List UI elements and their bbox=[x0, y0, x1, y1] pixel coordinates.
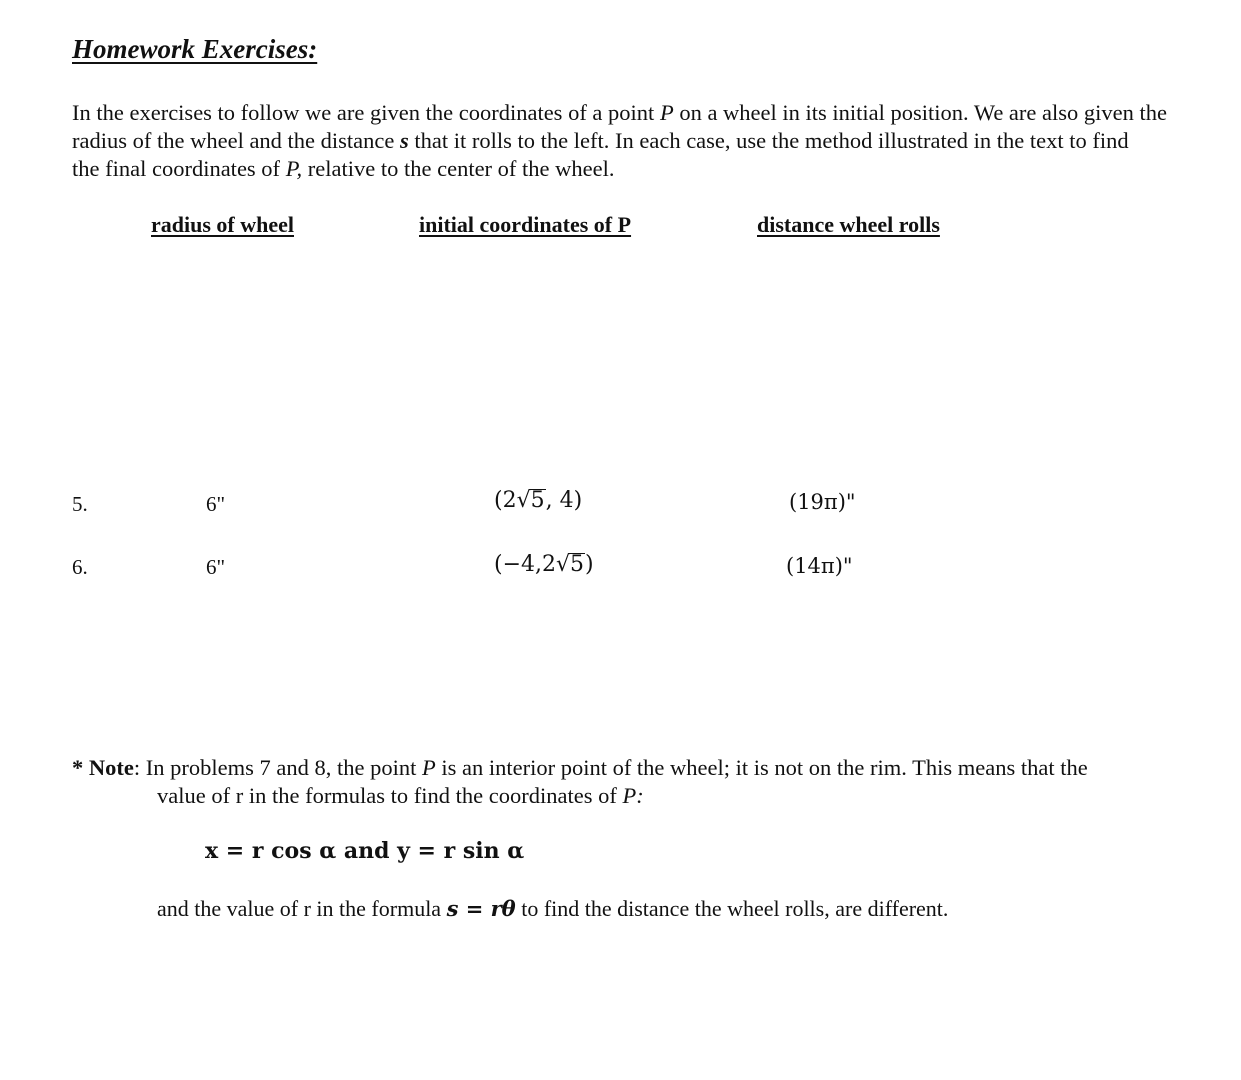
exercise-number: 5. bbox=[72, 492, 88, 516]
note-star: * bbox=[72, 755, 89, 780]
intro-line-2 bbox=[72, 127, 1129, 155]
intro-text: on a wheel in its initial position. We are also given the bbox=[673, 100, 1167, 125]
intro-line-3 bbox=[72, 155, 615, 183]
radius-value: 6" bbox=[206, 555, 226, 579]
note-text: value of r in the formulas to find the coordinates of bbox=[157, 783, 623, 808]
coordinate-formula: x = r cos α and y = r sin α bbox=[205, 838, 525, 864]
initial-coordinates: (2√5, 4) bbox=[494, 488, 583, 513]
intro-var-p: P bbox=[659, 100, 674, 125]
note-line-1 bbox=[72, 755, 1088, 781]
coord-part: ) bbox=[585, 552, 594, 577]
note-text: In problems 7 and 8, the point bbox=[140, 755, 422, 780]
column-header-radius: radius of wheel bbox=[151, 212, 294, 237]
intro-text: relative to the center of the wheel. bbox=[302, 156, 615, 181]
distance-formula: s = rθ bbox=[446, 896, 516, 921]
intro-text: radius of the wheel and the distance bbox=[72, 128, 401, 153]
distance-value: (19π)" bbox=[789, 490, 856, 514]
note-text: and the value of r in the formula bbox=[157, 896, 447, 921]
intro-line-1 bbox=[72, 99, 1167, 127]
coord-part: (2 bbox=[494, 488, 517, 513]
radius-value: 6" bbox=[206, 492, 226, 516]
note-text: is an interior point of the wheel; it is not on the rim. This means that the bbox=[435, 755, 1088, 780]
intro-text: that it rolls to the left. In each case, use the method illustrated in the text to find bbox=[408, 128, 1129, 153]
intro-var-p: P, bbox=[285, 156, 303, 181]
note-text: to find the distance the wheel rolls, are different. bbox=[515, 896, 949, 921]
intro-var-s: s bbox=[400, 128, 409, 153]
note-var-p: P: bbox=[622, 783, 644, 808]
coord-part: (−4,2 bbox=[494, 552, 557, 577]
column-header-initial-coordinates: initial coordinates of P bbox=[419, 212, 632, 237]
exercise-number: 6. bbox=[72, 555, 88, 579]
distance-value: (14π)" bbox=[786, 554, 853, 578]
intro-text: In the exercises to follow we are given the coordinates of a point bbox=[72, 100, 660, 125]
note-line-2 bbox=[157, 783, 644, 809]
page-title: Homework Exercises: bbox=[72, 34, 318, 64]
coord-radicand: 5 bbox=[530, 488, 545, 513]
note-colon: : bbox=[133, 755, 141, 780]
note-label: Note bbox=[88, 755, 134, 780]
initial-coordinates: (−4,2√5) bbox=[494, 552, 594, 577]
coord-radicand: 5 bbox=[570, 552, 585, 577]
note-conclusion bbox=[157, 896, 948, 922]
intro-text: the final coordinates of bbox=[72, 156, 286, 181]
note-var-p: P bbox=[421, 755, 436, 780]
coord-part: , 4) bbox=[545, 488, 583, 513]
column-header-distance: distance wheel rolls bbox=[757, 212, 940, 237]
